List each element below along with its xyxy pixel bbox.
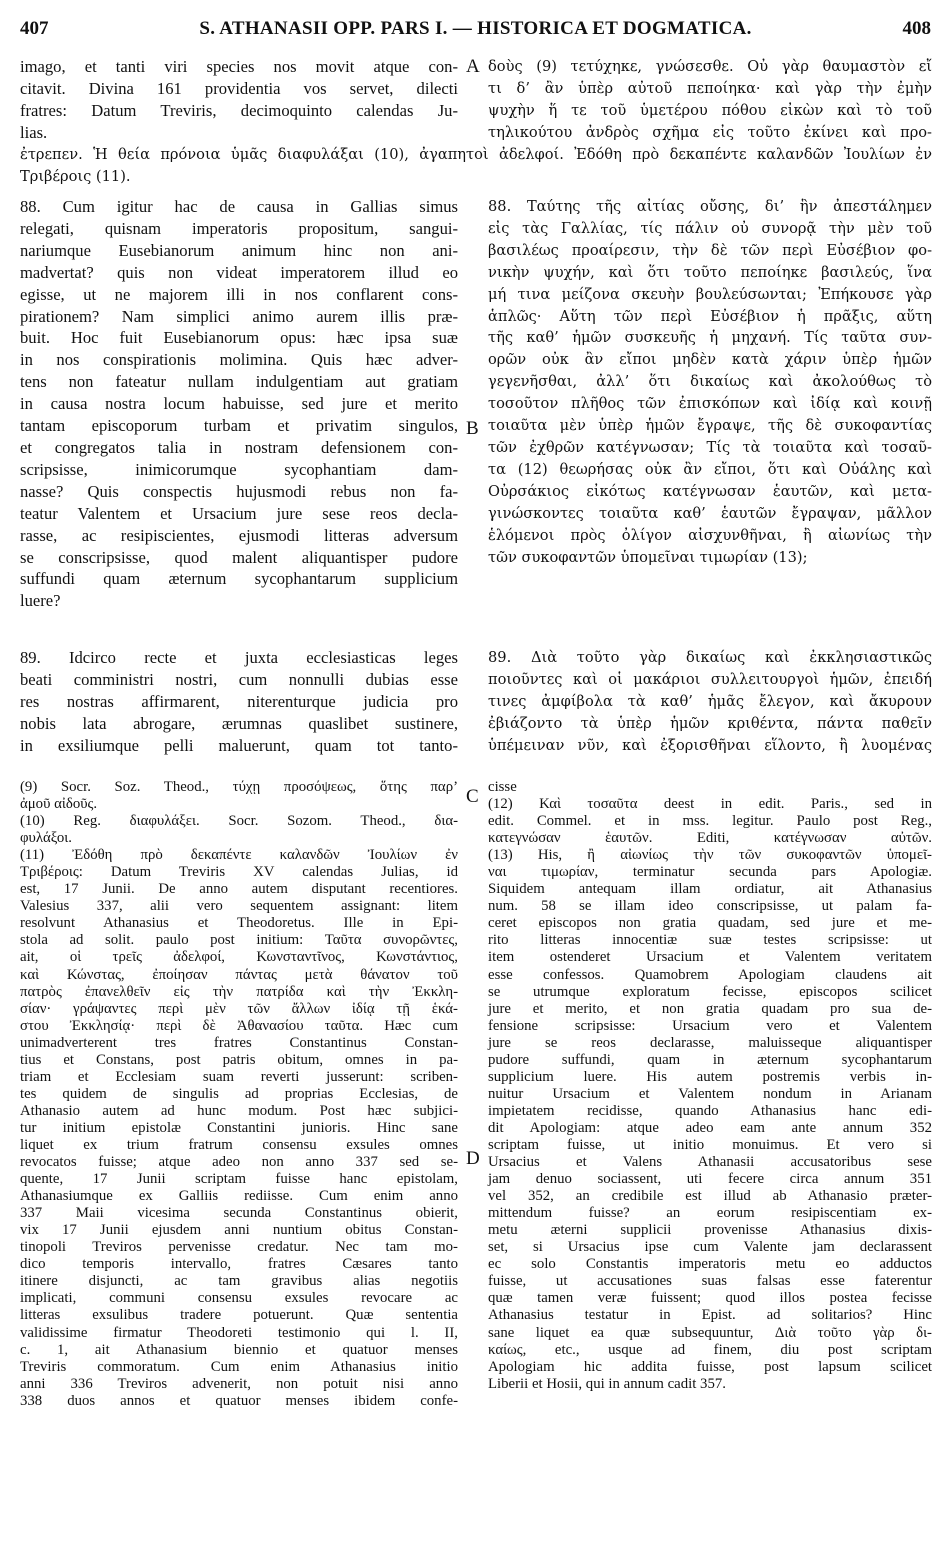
greek-text-line: ἁπλῶς· Αὕτη τῶν περὶ Εὐσέβιον ἡ πρᾶξις, αὕτη (488, 307, 932, 325)
greek-text-line: τῶν συκοφαντῶν ὑπομεῖναι τιμωρίαν (13); (488, 548, 808, 566)
footnote-line: καὶ Κώνστας, ἐποίησαν πάντας μετὰ θάνατον τοῦ (20, 966, 458, 983)
latin-text-line: pirationem? Nam simplici animo aurem illis præ- (20, 306, 458, 326)
footnote-line: dit Apologiam: atque adeo eam ante annum 352 (488, 1119, 932, 1136)
greek-text-line: Οὐρσάκιος εἰκότως κατέγνωσαν ἑαυτῶν, καὶ μετα- (488, 482, 932, 500)
right-page-number: 408 (902, 18, 931, 39)
footnote-line: triam et Ecclesiam suam reverti jusserunt: scriben- (20, 1068, 458, 1085)
greek-text-line: γινώσκοντες τοιαῦτα καθ’ ἑαυτῶν ἔγραψαν, μᾶλλον (488, 504, 932, 522)
greek-text-line: τῆς καθ’ ἡμῶν συσκευῆς ἡ μηχανή. Τίς ταῦτα συν- (488, 329, 932, 347)
latin-text-line: buit. Hoc fuit Eusebianorum opus: hæc ipsa suæ (20, 328, 458, 348)
latin-text-line: imago, et tanti viri species nos movit atque con- (20, 57, 458, 76)
margin-letter-a: A (466, 56, 480, 77)
footnote-line: se utrumque exploratum fecisse, episcopos scilicet (488, 983, 932, 1000)
left-page-number: 407 (20, 18, 49, 39)
footnote-line: cisse (488, 779, 517, 795)
latin-text-line: et congregatos talia in nostram defensionem con- (20, 437, 458, 457)
footnote-line: ναι τιμωρίαν, terminatur secunda pars Apologiæ. (488, 864, 932, 881)
latin-text-line: teatur Valentem et Ursacium jure sese reos decla- (20, 503, 458, 523)
footnote-line: κατεγνώσαν ἑαυτῶν. Editi, κατέγνωσαν αὐτῶν. (488, 830, 932, 847)
footnote-line: jam denuo sociassent, uti fecere circa annum 351 (488, 1171, 932, 1188)
footnote-line: Athanasio autem ad hunc modum. Post hæc subjici- (20, 1102, 458, 1119)
latin-text-line: luere? (20, 591, 61, 611)
greek-text-line: δοὺς (9) τετύχηκε, γνώσεσθε. Οὐ γὰρ θαυμαστὸν εἴ (488, 58, 932, 75)
greek-text-line: τι δ’ ἂν ὑπὲρ αὐτοῦ πεποίηκα· καὶ γὰρ τὴν ἐμὴν (488, 79, 932, 97)
latin-column-chapter-89 (20, 647, 458, 757)
latin-text-line: in causa nostra locum habuisse, sed jure et merito (20, 394, 458, 414)
footnote-line: Athanasius testatur in Epist. ad solitarios? Hinc (488, 1307, 932, 1324)
footnote-line: (13) His, ἢ αἰωνίως τὴν τῶν συκοφαντῶν ὑπομεῖ- (488, 847, 932, 864)
footnote-line: implicati, communi consensu exsules revocare ac (20, 1290, 458, 1307)
footnote-line: item ostenderet Ursacium et Valentem veritatem (488, 949, 932, 966)
footnote-line: ceret episcopos non gratia quadam, sed jure et me- (488, 915, 932, 932)
footnote-line: itinere disjuncti, ac tam gravibus alias negotiis (20, 1273, 458, 1290)
latin-text-line: tens non fateatur nullam indulgentiam aut gratiam (20, 372, 458, 392)
footnote-line: num. 58 se illam ideo conscripsisse, ut palam fa- (488, 898, 932, 915)
footnote-line: tinopoli Treviros pervenisse credatur. Nec tam mo- (20, 1239, 458, 1256)
footnotes-right (488, 779, 932, 1393)
footnote-line: tius et Constans, post patris obitum, omnes in pa- (20, 1051, 458, 1068)
latin-text-line: res nostras affirmarent, niterenturque judicia pro (20, 691, 458, 711)
footnote-line: fuisse, ut accusationes suas falsas esse faterentur (488, 1273, 932, 1290)
greek-text-line: νικὴν ψυχήν, καὶ ὅτι τοῦτο πεποίηκε βασιλεύς, ἵνα (488, 263, 932, 281)
footnote-line: anni 336 Treviros advenerit, non potuit nisi anno (20, 1375, 458, 1392)
footnote-line: Treviris commoratum. Cum enim Athanasius initio (20, 1358, 458, 1375)
greek-text-line: εἰς τὰς Γαλλίας, τίς πάλιν οὐ συνορᾷ τὴν μὲν τοῦ (488, 219, 932, 237)
greek-text-line: τινες ἀμφίβολα τὰ καθ’ ἡμᾶς ἔλεγον, καὶ ἄκυρουν (488, 692, 932, 710)
margin-letter-b: B (466, 418, 479, 439)
latin-text-line: relegati, quisnam imperatoris propositum, sangui- (20, 218, 458, 238)
footnote-line: metu æterni supplicii provenisse Athanasius dixis- (488, 1222, 932, 1239)
latin-text-line: beati comministri nostri, cum nonnulli dubias esse (20, 669, 458, 689)
latin-text-line: 89. Idcirco recte et juxta ecclesiasticas leges (20, 648, 458, 667)
greek-text-line: ψυχὴν ἥ τε τοῦ ὑμετέρου πόθου εἰκὼν καὶ τὸ τοῦ (488, 101, 932, 119)
footnote-line: στου Ἐκκλησίᾳ· περὶ δὲ Ἀθανασίου ταῦτα. Hæc cum (20, 1017, 458, 1034)
footnote-line: 337 Maii vicesima secunda Constantinus obierit, (20, 1205, 458, 1222)
latin-text-line: nasse? Quis conspectis hujusmodi rebus non fa- (20, 481, 458, 501)
greek-text-line: ορῶν οὐκ ἂν εἴποι μηδὲν κατὰ χάριν ὑπὲρ ἡμῶν (488, 351, 932, 369)
greek-text-line: βασιλέως προαίρεσιν, τὴν δὲ τῶν περὶ Εὐσέβιον φο- (488, 241, 932, 259)
footnote-line: ἀμοῦ αἰδοῦς. (20, 796, 98, 813)
running-title: S. ATHANASII OPP. PARS I. — HISTORICA ET DOGMATICA. (199, 18, 752, 39)
greek-column-chapter-88 (488, 196, 932, 568)
greek-column-chapter-89 (488, 647, 932, 757)
running-header (20, 18, 931, 44)
latin-text-line: lias. (20, 122, 48, 142)
footnote-line: tur initium epistolæ Constantini junioris. Hinc sane (20, 1119, 458, 1136)
footnote-line: Valesius 337, alii vero sequentem assignant: litem (20, 898, 458, 915)
greek-text-line: ἐτρεπεν. Ἡ θεία πρόνοια ὑμᾶς διαφυλάξαι (10), ἀγαπητοὶ ἀδελφοί. Ἐδόθη πρὸ δεκαπέντε καλανδῶν Ἰουλίων ἐν (20, 146, 932, 163)
footnote-line: quente, 17 Junii scriptam fuisse hanc epistolam, (20, 1171, 458, 1188)
footnote-line: unimadverterent tres fratres Constantinus Constan- (20, 1034, 458, 1051)
footnotes-left (20, 779, 458, 1410)
footnote-line: fensione scripsisse: Ursacium vero et Valentem (488, 1017, 932, 1034)
footnote-line: Siquidem antequam illam ordiatur, ait Athanasius (488, 881, 932, 898)
footnote-line: Apologiam hic addita fuisse, post lapsum scilicet (488, 1358, 932, 1375)
footnote-line: 338 duos annos et quatuor menses ibidem confe- (20, 1392, 458, 1409)
latin-text-line: in nos conspirationis molimina. Quis hæc adver- (20, 350, 458, 370)
footnote-line: vel 352, an credibile est illud ab Athanasio præter- (488, 1188, 932, 1205)
latin-text-line: 88. Cum igitur hac de causa in Gallias simus (20, 197, 458, 216)
footnote-line: resolvunt Athanasius et Theodoretus. Ille in Epi- (20, 915, 458, 932)
footnote-line: revocatos fuisse; atque adeo non anno 337 sed se- (20, 1154, 458, 1171)
footnote-line: πατρὸς ἐπανελθεῖν εἰς τὴν πατρίδα καὶ τὴν Ἐκκλη- (20, 983, 458, 1000)
footnote-line: Athanasiumque ex Galliis rediisse. Cum enim anno (20, 1188, 458, 1205)
footnote-line: dico temporis intervallo, fratres Cæsares tanto (20, 1256, 458, 1273)
latin-text-line: egisse, ut ne majorem illi in nos conflarent cons- (20, 284, 458, 304)
footnote-line: φυλάξοι. (20, 830, 72, 847)
greek-text-line: 89. Διὰ τοῦτο γὰρ δικαίως καὶ ἐκκλησιαστικῶς (488, 649, 932, 666)
footnote-line: supplicium luere. His autem postremis verbis in- (488, 1068, 932, 1085)
footnote-line: mittendum fuisse? an eorum resipiscentiam ex- (488, 1205, 932, 1222)
footnote-line: rito litteras innocentiæ suæ testes scripsisse: ut (488, 932, 932, 949)
greek-text-line: τοιαῦτα μὲν ὑπὲρ ἡμῶν ἔγραψε, τῆς δὲ συκοφαντίας (488, 417, 932, 435)
footnote-line: (9) Socr. Soz. Theod., τύχῃ προσόψεως, ὅτης παρ’ (20, 779, 458, 795)
latin-text-line: se conscripsisse, quod malent aliquantisper pudore (20, 547, 458, 567)
footnote-line: validissime firmatur Theodoreti testimonio qui l. II, (20, 1324, 458, 1341)
greek-text-line: ἐβιάζοντο τὰ ὑπὲρ ἡμῶν κριθέντα, πάντα παθεῖν (488, 714, 932, 732)
footnote-line: quæ tamen veræ fuissent; quod illos postea fecisse (488, 1290, 932, 1307)
footnote-line: jure et merito, et non gratia quadam pro sua de- (488, 1000, 932, 1017)
footnote-line: set, si Ursacius ipse cum Valente jam declarassent (488, 1239, 932, 1256)
footnote-line: tes quidem de singulis ad proprias Ecclesias, de (20, 1085, 458, 1102)
greek-text-line: τῶν ἐχθρῶν κατέγνωσαν; Τίς τὰ τοιαῦτα καὶ τοσαῦ- (488, 438, 932, 456)
footnote-line: litteras exsulibus tradere potuerunt. Quæ sententia (20, 1307, 458, 1324)
footnote-line: Ursacius et Valens Athanasii accusatoribus sese (488, 1154, 932, 1171)
latin-text-line: nobis lata abrogare, ærumnas quaslibet sustinere, (20, 713, 458, 733)
latin-text-line: in exsiliumque pelli maluerunt, quam tot tanto- (20, 735, 458, 755)
latin-column-top (20, 56, 458, 144)
footnote-line: jure se reos declarasse, maluisseque aliquantisper (488, 1034, 932, 1051)
greek-text-line: τοσοῦτον πλῆθος τῶν ἐπισκόπων καὶ ἰδίᾳ καὶ κοινῇ (488, 395, 932, 413)
greek-text-line: γεγενῆσθαι, ἀλλ’ ὅτι δικαίως καὶ ἀκολούθως τὸ (488, 373, 932, 391)
margin-letter-d: D (466, 1148, 480, 1169)
footnote-line: scriptam fuisse, ut initio monuimus. Et vero si (488, 1136, 932, 1153)
footnote-line: καίως, etc., usque ad finem, diu post scriptam (488, 1341, 932, 1358)
latin-text-line: nariumque Eusebianorum animum hinc non ani- (20, 240, 458, 260)
greek-text-line: Τριβέροις (11). (20, 167, 131, 185)
footnote-line: Τριβέροις: Datum Treviris XV calendas Julias, id (20, 864, 458, 881)
footnote-line: vix 17 Junii ejusdem anni nuntium obitus Constan- (20, 1222, 458, 1239)
footnote-line: ait, οἱ τρεῖς ἀδελφοί, Κωνσταντῖνος, Κωνστάντιος, (20, 949, 458, 966)
greek-text-line: ποιοῦντες καὶ οἱ μακάριοι συλλειτουργοὶ ἡμῶν, ἐπειδή (488, 670, 932, 688)
footnote-line: Liberii et Hosii, qui in annum cadit 357. (488, 1375, 726, 1392)
greek-spanning-text (20, 144, 932, 188)
greek-text-line: 88. Ταύτης τῆς αἰτίας οὔσης, δι’ ἣν ἀπεστάλημεν (488, 198, 932, 215)
latin-text-line: madvertat? quis non videat imperatorem illud eo (20, 262, 458, 282)
greek-text-line: ἑλόμενοι πρὸς ὀλίγον αἰσχυνθῆναι, ἢ αἰωνίως τὴν (488, 526, 932, 544)
footnote-line: esse confessos. Quamobrem Apologiam claudens ait (488, 966, 932, 983)
latin-text-line: tantam episcoporum turbam et privatim singulos, (20, 416, 458, 436)
footnote-line: stola ad solit. paulo post initium: Ταῦτα συνορῶντες, (20, 932, 458, 949)
greek-text-line: τηλικούτου ἀνδρὸς σχῆμα εἰς τοῦτο ἐκίνει καὶ προ- (488, 123, 932, 141)
footnote-line: (10) Reg. διαφυλάξει. Socr. Sozom. Theod., δια- (20, 813, 458, 830)
latin-text-line: citavit. Divina 161 providentia vos servet, dilecti (20, 78, 458, 98)
footnote-line: σίαν· γράψαντες περὶ μὲν τῶν ἄλλων ἰδίᾳ τῇ ἑκά- (20, 1000, 458, 1017)
footnote-line: impietatem recidisse, quando Athanasius hanc edi- (488, 1102, 932, 1119)
footnote-line: c. 1, ait Athanasium biennio et quatuor menses (20, 1341, 458, 1358)
footnote-line: sane liquet ea quæ subsequuntur, Διὰ τοῦτο γὰρ δι- (488, 1324, 932, 1341)
latin-text-line: scripsisse, inimicorumque sycophantiam dam- (20, 459, 458, 479)
footnote-line: edit. Commel. et in mss. legitur. Paulo post Reg., (488, 813, 932, 830)
footnote-line: est, 17 Junii. De anno autem disputant recentiores. (20, 881, 458, 898)
footnote-line: (12) Καὶ τοσαῦτα deest in edit. Paris., sed in (488, 796, 932, 813)
greek-text-line: ὑπέμειναν νῦν, καὶ ἐξορισθῆναι εἵλοντο, ἢ λυομένας (488, 736, 932, 754)
footnote-line: (11) Ἐδόθη πρὸ δεκαπέντε καλανδῶν Ἰουλίων ἐν (20, 847, 458, 864)
latin-column-chapter-88 (20, 196, 458, 612)
latin-text-line: suffundi quam æternum sycophantarum supplicium (20, 569, 458, 589)
latin-text-line: rasse, ac resipiscientes, ejusmodi litteras adversum (20, 525, 458, 545)
greek-column-top (488, 56, 932, 144)
latin-text-line: fratres: Datum Treviris, decimoquinto calendas Ju- (20, 100, 458, 120)
greek-text-line: μή τινα μείζονα σκευὴν βουλεύσωνται; Ἐπήκουσε γὰρ (488, 285, 932, 303)
footnote-line: liquet ex trium fratrum consensu exsules omnes (20, 1136, 458, 1153)
greek-text-line: τα (12) θεωρήσας οὐκ ἂν εἴποι, ὅτι καὶ Οὐάλης καὶ (488, 460, 932, 478)
margin-letter-c: C (466, 786, 479, 807)
footnote-line: nuitur Ursacium et Valentem nondum in Arianam (488, 1085, 932, 1102)
footnote-line: pudore suffundi, quam in æternum sycophantarum (488, 1051, 932, 1068)
footnote-line: ec solo Constantis imperatoris metu eo adductos (488, 1256, 932, 1273)
